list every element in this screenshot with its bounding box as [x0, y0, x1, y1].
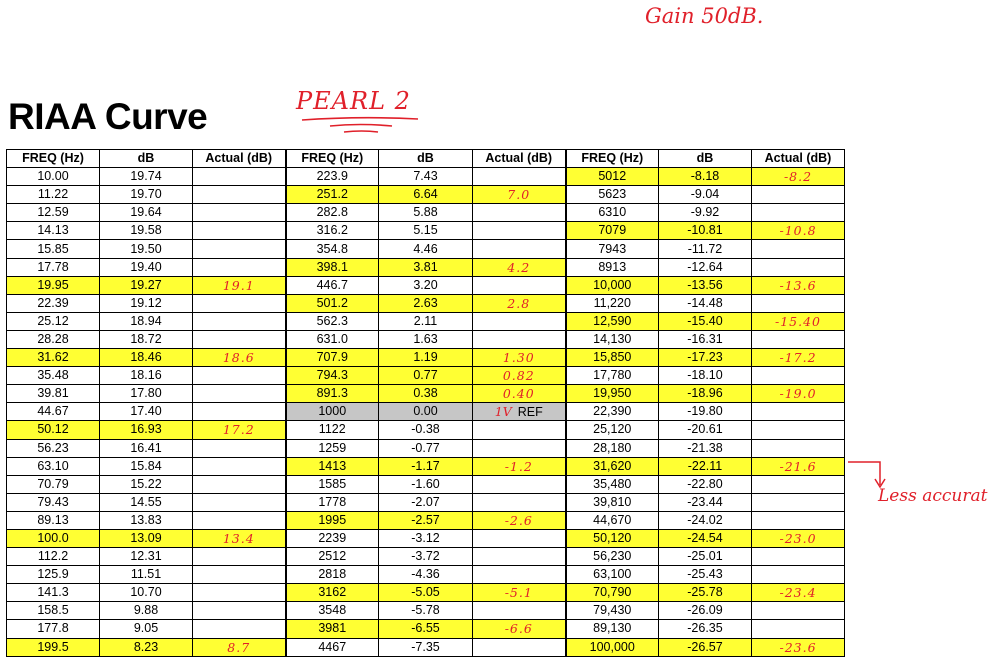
freq-cell: 19.95: [7, 276, 100, 294]
db-cell: 13.09: [100, 529, 193, 547]
actual-cell: -19.0: [752, 385, 845, 403]
actual-cell: [193, 240, 286, 258]
freq-cell: 1122: [286, 421, 379, 439]
table-row: [7, 385, 845, 403]
freq-cell: 631.0: [286, 330, 379, 348]
actual-cell: [473, 330, 566, 348]
db-cell: -7.35: [379, 638, 473, 656]
actual-cell: [752, 475, 845, 493]
actual-cell: -21.6: [752, 457, 845, 475]
actual-cell: [473, 566, 566, 584]
col-header: dB: [100, 150, 193, 168]
freq-cell: 1259: [286, 439, 379, 457]
freq-cell: 28,180: [566, 439, 659, 457]
db-cell: 5.15: [379, 222, 473, 240]
table-body: [7, 168, 845, 657]
freq-cell: 3981: [286, 620, 379, 638]
actual-cell: [473, 222, 566, 240]
actual-cell: [193, 258, 286, 276]
actual-cell: -10.8: [752, 222, 845, 240]
actual-cell: [752, 602, 845, 620]
freq-cell: 31.62: [7, 349, 100, 367]
db-cell: 9.88: [100, 602, 193, 620]
freq-cell: 112.2: [7, 548, 100, 566]
actual-cell: [752, 511, 845, 529]
db-cell: 17.40: [100, 403, 193, 421]
db-cell: 0.00: [379, 403, 473, 421]
db-cell: -9.92: [659, 204, 752, 222]
db-cell: -0.38: [379, 421, 473, 439]
freq-cell: 22.39: [7, 294, 100, 312]
col-header: Actual (dB): [752, 150, 845, 168]
actual-cell: [752, 330, 845, 348]
actual-cell: [193, 457, 286, 475]
actual-cell: [752, 421, 845, 439]
db-cell: 16.93: [100, 421, 193, 439]
freq-cell: 251.2: [286, 186, 379, 204]
freq-cell: 50.12: [7, 421, 100, 439]
freq-cell: 1995: [286, 511, 379, 529]
actual-cell: [473, 602, 566, 620]
freq-cell: 14,130: [566, 330, 659, 348]
col-header: Actual (dB): [193, 150, 286, 168]
db-cell: 0.77: [379, 367, 473, 385]
db-cell: 19.40: [100, 258, 193, 276]
actual-cell: [193, 548, 286, 566]
col-header: dB: [659, 150, 752, 168]
db-cell: 19.70: [100, 186, 193, 204]
freq-cell: 15.85: [7, 240, 100, 258]
actual-cell: [752, 566, 845, 584]
db-cell: 3.81: [379, 258, 473, 276]
col-header: FREQ (Hz): [286, 150, 379, 168]
db-cell: -20.61: [659, 421, 752, 439]
db-cell: -11.72: [659, 240, 752, 258]
db-cell: -5.05: [379, 584, 473, 602]
freq-cell: 10,000: [566, 276, 659, 294]
actual-cell: -2.6: [473, 511, 566, 529]
table-row: [7, 186, 845, 204]
freq-cell: 100,000: [566, 638, 659, 656]
freq-cell: 39.81: [7, 385, 100, 403]
freq-cell: 19,950: [566, 385, 659, 403]
freq-cell: 2239: [286, 529, 379, 547]
db-cell: -26.57: [659, 638, 752, 656]
freq-cell: 17.78: [7, 258, 100, 276]
actual-cell: 8.7: [193, 638, 286, 656]
col-header: FREQ (Hz): [566, 150, 659, 168]
actual-cell: [193, 620, 286, 638]
freq-cell: 70,790: [566, 584, 659, 602]
table-row: [7, 240, 845, 258]
actual-cell: -23.0: [752, 529, 845, 547]
freq-cell: 79.43: [7, 493, 100, 511]
actual-cell: [193, 385, 286, 403]
table-row: [7, 602, 845, 620]
db-cell: 1.19: [379, 349, 473, 367]
freq-cell: 5012: [566, 168, 659, 186]
table-row: [7, 475, 845, 493]
db-cell: -24.54: [659, 529, 752, 547]
db-cell: -24.02: [659, 511, 752, 529]
actual-cell: [193, 566, 286, 584]
actual-cell: [752, 186, 845, 204]
actual-cell: 13.4: [193, 529, 286, 547]
freq-cell: 3548: [286, 602, 379, 620]
db-cell: 18.46: [100, 349, 193, 367]
db-cell: 3.20: [379, 276, 473, 294]
actual-cell: [193, 602, 286, 620]
freq-cell: 2818: [286, 566, 379, 584]
db-cell: 19.64: [100, 204, 193, 222]
freq-cell: 63,100: [566, 566, 659, 584]
actual-cell: [752, 258, 845, 276]
freq-cell: 12.59: [7, 204, 100, 222]
freq-cell: 2512: [286, 548, 379, 566]
actual-cell: [193, 330, 286, 348]
freq-cell: 125.9: [7, 566, 100, 584]
db-cell: 2.63: [379, 294, 473, 312]
db-cell: -25.01: [659, 548, 752, 566]
pearl-annotation: PEARL 2: [296, 87, 411, 115]
db-cell: 0.38: [379, 385, 473, 403]
col-header: FREQ (Hz): [7, 150, 100, 168]
actual-cell: [193, 222, 286, 240]
table-row: [7, 511, 845, 529]
riaa-table: [6, 149, 845, 657]
table-row: [7, 258, 845, 276]
db-cell: -23.44: [659, 493, 752, 511]
actual-cell: -6.6: [473, 620, 566, 638]
db-cell: -19.80: [659, 403, 752, 421]
actual-cell: [473, 421, 566, 439]
actual-cell: [473, 439, 566, 457]
actual-cell: -15.40: [752, 312, 845, 330]
db-cell: -22.11: [659, 457, 752, 475]
freq-cell: 199.5: [7, 638, 100, 656]
db-cell: 7.43: [379, 168, 473, 186]
freq-cell: 7079: [566, 222, 659, 240]
freq-cell: 501.2: [286, 294, 379, 312]
freq-cell: 794.3: [286, 367, 379, 385]
db-cell: 2.11: [379, 312, 473, 330]
freq-cell: 25,120: [566, 421, 659, 439]
freq-cell: 22,390: [566, 403, 659, 421]
actual-cell: -1.2: [473, 457, 566, 475]
db-cell: 10.70: [100, 584, 193, 602]
db-cell: 5.88: [379, 204, 473, 222]
db-cell: -1.60: [379, 475, 473, 493]
actual-cell: [473, 204, 566, 222]
table-row: [7, 367, 845, 385]
table-row: [7, 566, 845, 584]
db-cell: 19.12: [100, 294, 193, 312]
table-row: [7, 294, 845, 312]
freq-cell: 7943: [566, 240, 659, 258]
actual-cell: -13.6: [752, 276, 845, 294]
actual-cell: [193, 367, 286, 385]
db-cell: -22.80: [659, 475, 752, 493]
actual-cell: [193, 204, 286, 222]
freq-cell: 1778: [286, 493, 379, 511]
freq-cell: 39,810: [566, 493, 659, 511]
db-cell: 15.84: [100, 457, 193, 475]
actual-cell: -23.6: [752, 638, 845, 656]
db-cell: 12.31: [100, 548, 193, 566]
db-cell: -26.35: [659, 620, 752, 638]
actual-cell: [752, 620, 845, 638]
table-row: [7, 548, 845, 566]
freq-cell: 35.48: [7, 367, 100, 385]
freq-cell: 1413: [286, 457, 379, 475]
freq-cell: 891.3: [286, 385, 379, 403]
actual-cell: 18.6: [193, 349, 286, 367]
freq-cell: 25.12: [7, 312, 100, 330]
actual-cell: 4.2: [473, 258, 566, 276]
freq-cell: 5623: [566, 186, 659, 204]
freq-cell: 1585: [286, 475, 379, 493]
db-cell: -16.31: [659, 330, 752, 348]
freq-cell: 11.22: [7, 186, 100, 204]
db-cell: -15.40: [659, 312, 752, 330]
db-cell: -3.72: [379, 548, 473, 566]
freq-cell: 44.67: [7, 403, 100, 421]
freq-cell: 56.23: [7, 439, 100, 457]
actual-cell: -8.2: [752, 168, 845, 186]
col-header: dB: [379, 150, 473, 168]
db-cell: -12.64: [659, 258, 752, 276]
table-row: [7, 403, 845, 421]
db-cell: -25.43: [659, 566, 752, 584]
table-row: [7, 439, 845, 457]
freq-cell: 177.8: [7, 620, 100, 638]
freq-cell: 100.0: [7, 529, 100, 547]
db-cell: 19.27: [100, 276, 193, 294]
actual-cell: [473, 168, 566, 186]
table-row: [7, 638, 845, 656]
table-row: [7, 222, 845, 240]
actual-cell: [752, 548, 845, 566]
table-row: [7, 529, 845, 547]
less-accurate-annotation: Less accurat: [878, 486, 988, 506]
db-cell: -26.09: [659, 602, 752, 620]
freq-cell: 562.3: [286, 312, 379, 330]
db-cell: 9.05: [100, 620, 193, 638]
actual-cell: 1.30: [473, 349, 566, 367]
freq-cell: 446.7: [286, 276, 379, 294]
actual-cell: -23.4: [752, 584, 845, 602]
freq-cell: 398.1: [286, 258, 379, 276]
actual-cell: [752, 403, 845, 421]
table-row: [7, 421, 845, 439]
actual-cell: [752, 294, 845, 312]
freq-cell: 141.3: [7, 584, 100, 602]
db-cell: 8.23: [100, 638, 193, 656]
actual-cell: [193, 294, 286, 312]
db-cell: 4.46: [379, 240, 473, 258]
actual-cell: 0.82: [473, 367, 566, 385]
freq-cell: 15,850: [566, 349, 659, 367]
freq-cell: 354.8: [286, 240, 379, 258]
db-cell: -10.81: [659, 222, 752, 240]
actual-cell: -5.1: [473, 584, 566, 602]
freq-cell: 79,430: [566, 602, 659, 620]
actual-cell: [473, 493, 566, 511]
table-row: [7, 276, 845, 294]
db-cell: -2.57: [379, 511, 473, 529]
page-title: RIAA Curve: [8, 96, 208, 137]
actual-cell: [473, 475, 566, 493]
db-cell: -0.77: [379, 439, 473, 457]
actual-cell: [473, 403, 566, 421]
ref-hand-mark: 1V: [494, 403, 512, 419]
db-cell: 11.51: [100, 566, 193, 584]
actual-cell: [473, 529, 566, 547]
db-cell: -18.10: [659, 367, 752, 385]
actual-cell: [752, 493, 845, 511]
freq-cell: 1000: [286, 403, 379, 421]
db-cell: 18.16: [100, 367, 193, 385]
freq-cell: 56,230: [566, 548, 659, 566]
actual-cell: 19.1: [193, 276, 286, 294]
freq-cell: 50,120: [566, 529, 659, 547]
actual-cell: [193, 584, 286, 602]
db-cell: 18.72: [100, 330, 193, 348]
freq-cell: 707.9: [286, 349, 379, 367]
freq-cell: 316.2: [286, 222, 379, 240]
db-cell: -6.55: [379, 620, 473, 638]
actual-cell: [193, 439, 286, 457]
actual-cell: 2.8: [473, 294, 566, 312]
db-cell: 19.74: [100, 168, 193, 186]
actual-cell: [473, 638, 566, 656]
actual-cell: 0.40: [473, 385, 566, 403]
freq-cell: 89.13: [7, 511, 100, 529]
db-cell: -21.38: [659, 439, 752, 457]
freq-cell: 89,130: [566, 620, 659, 638]
db-cell: 15.22: [100, 475, 193, 493]
actual-cell: [473, 240, 566, 258]
db-cell: 19.58: [100, 222, 193, 240]
freq-cell: 17,780: [566, 367, 659, 385]
actual-cell: [752, 240, 845, 258]
actual-cell: [193, 168, 286, 186]
db-cell: -14.48: [659, 294, 752, 312]
col-header: Actual (dB): [473, 150, 566, 168]
table-row: [7, 493, 845, 511]
actual-cell: [193, 493, 286, 511]
table-row: [7, 204, 845, 222]
db-cell: -25.78: [659, 584, 752, 602]
header-row: [7, 150, 845, 168]
db-cell: -9.04: [659, 186, 752, 204]
actual-cell: [193, 186, 286, 204]
actual-cell: [473, 276, 566, 294]
table-row: [7, 620, 845, 638]
actual-cell: [752, 439, 845, 457]
ref-label: REF: [517, 404, 543, 419]
freq-cell: 6310: [566, 204, 659, 222]
freq-cell: 44,670: [566, 511, 659, 529]
actual-cell: 7.0: [473, 186, 566, 204]
freq-cell: 223.9: [286, 168, 379, 186]
freq-cell: 4467: [286, 638, 379, 656]
table-row: [7, 168, 845, 186]
table-row: [7, 330, 845, 348]
db-cell: -17.23: [659, 349, 752, 367]
db-cell: -5.78: [379, 602, 473, 620]
freq-cell: 12,590: [566, 312, 659, 330]
table-row: [7, 312, 845, 330]
table-row: [7, 584, 845, 602]
db-cell: -8.18: [659, 168, 752, 186]
freq-cell: 63.10: [7, 457, 100, 475]
freq-cell: 8913: [566, 258, 659, 276]
freq-cell: 28.28: [7, 330, 100, 348]
table-row: [7, 457, 845, 475]
db-cell: 16.41: [100, 439, 193, 457]
actual-cell: [193, 511, 286, 529]
actual-cell: [473, 312, 566, 330]
freq-cell: 158.5: [7, 602, 100, 620]
db-cell: 6.64: [379, 186, 473, 204]
freq-cell: 14.13: [7, 222, 100, 240]
freq-cell: 282.8: [286, 204, 379, 222]
actual-cell: -17.2: [752, 349, 845, 367]
freq-cell: 3162: [286, 584, 379, 602]
actual-cell: [193, 312, 286, 330]
db-cell: 19.50: [100, 240, 193, 258]
gain-annotation: Gain 50dB.: [645, 4, 764, 28]
db-cell: 17.80: [100, 385, 193, 403]
actual-cell: [752, 367, 845, 385]
table-row: [7, 349, 845, 367]
pearl-underline: [300, 0, 440, 150]
freq-cell: 10.00: [7, 168, 100, 186]
db-cell: -13.56: [659, 276, 752, 294]
freq-cell: 11,220: [566, 294, 659, 312]
actual-cell: [193, 475, 286, 493]
db-cell: -2.07: [379, 493, 473, 511]
db-cell: 14.55: [100, 493, 193, 511]
db-cell: 1.63: [379, 330, 473, 348]
freq-cell: 70.79: [7, 475, 100, 493]
actual-cell: [473, 548, 566, 566]
db-cell: 18.94: [100, 312, 193, 330]
freq-cell: 31,620: [566, 457, 659, 475]
db-cell: -4.36: [379, 566, 473, 584]
actual-cell: 17.2: [193, 421, 286, 439]
actual-cell: [193, 403, 286, 421]
db-cell: -3.12: [379, 529, 473, 547]
freq-cell: 35,480: [566, 475, 659, 493]
db-cell: 13.83: [100, 511, 193, 529]
db-cell: -1.17: [379, 457, 473, 475]
actual-cell: [752, 204, 845, 222]
db-cell: -18.96: [659, 385, 752, 403]
